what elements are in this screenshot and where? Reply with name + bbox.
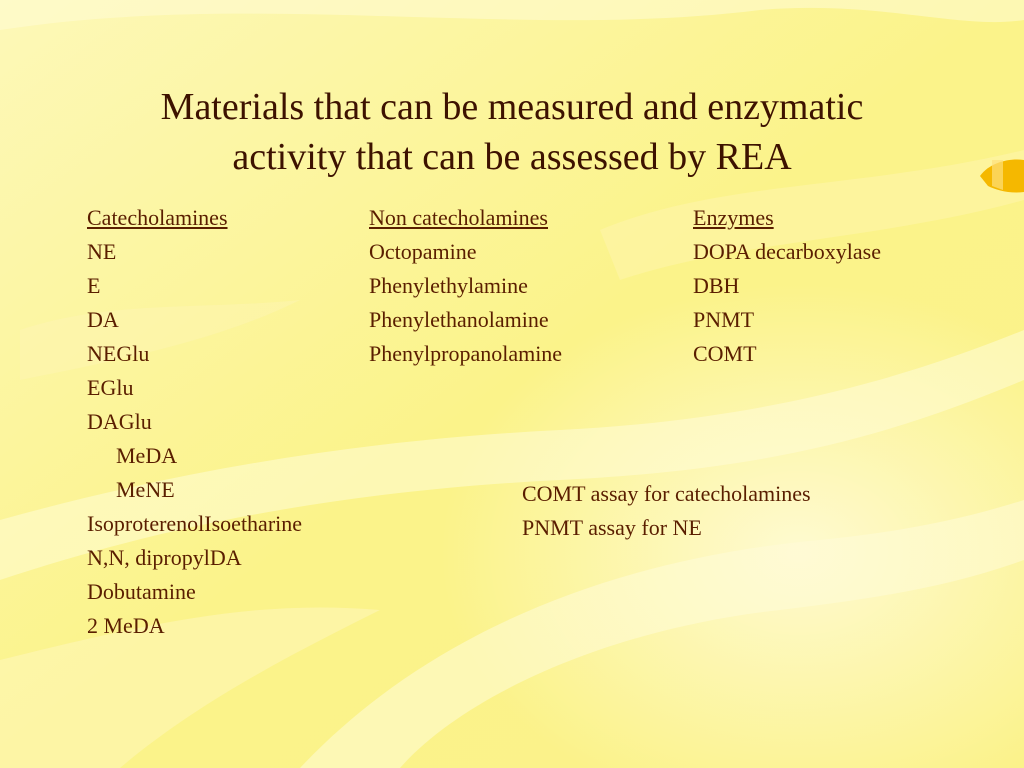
list-item-indented: MeNE (116, 477, 175, 502)
non-catecholamines-column (369, 201, 562, 371)
list-item: Phenylpropanolamine (369, 341, 563, 366)
assay-notes (522, 477, 811, 545)
list-item: COMT (693, 341, 757, 366)
list-item: DAGlu (87, 409, 152, 434)
assay-note-pnmt: PNMT assay for NE (522, 515, 702, 540)
list-item: DA (87, 307, 119, 332)
list-item: Phenylethanolamine (369, 307, 549, 332)
list-item: PNMT (693, 307, 755, 332)
title-line-1: Materials that can be measured and enzymatic (160, 86, 864, 128)
assay-note-comt: COMT assay for catecholamines (522, 481, 811, 506)
enzymes-heading: Enzymes (693, 205, 774, 230)
list-item: DOPA decarboxylase (693, 239, 881, 264)
slide-title (40, 82, 984, 182)
list-item: Dobutamine (87, 579, 196, 604)
non-catecholamines-heading: Non catecholamines (369, 205, 548, 230)
list-item: Octopamine (369, 239, 477, 264)
catecholamines-heading: Catecholamines (87, 205, 228, 230)
list-item: N,N, dipropylDA (87, 545, 242, 570)
list-item: NEGlu (87, 341, 150, 366)
list-item: NE (87, 239, 117, 264)
title-line-2: activity that can be assessed by REA (232, 136, 792, 178)
list-item: 2 MeDA (87, 613, 165, 638)
list-item: DBH (693, 273, 740, 298)
catecholamines-column (87, 201, 302, 643)
list-item: Phenylethylamine (369, 273, 528, 298)
list-item: IsoproterenolIsoetharine (87, 511, 303, 536)
enzymes-column (693, 201, 881, 371)
list-item: E (87, 273, 101, 298)
list-item: EGlu (87, 375, 134, 400)
list-item-indented: MeDA (116, 443, 178, 468)
